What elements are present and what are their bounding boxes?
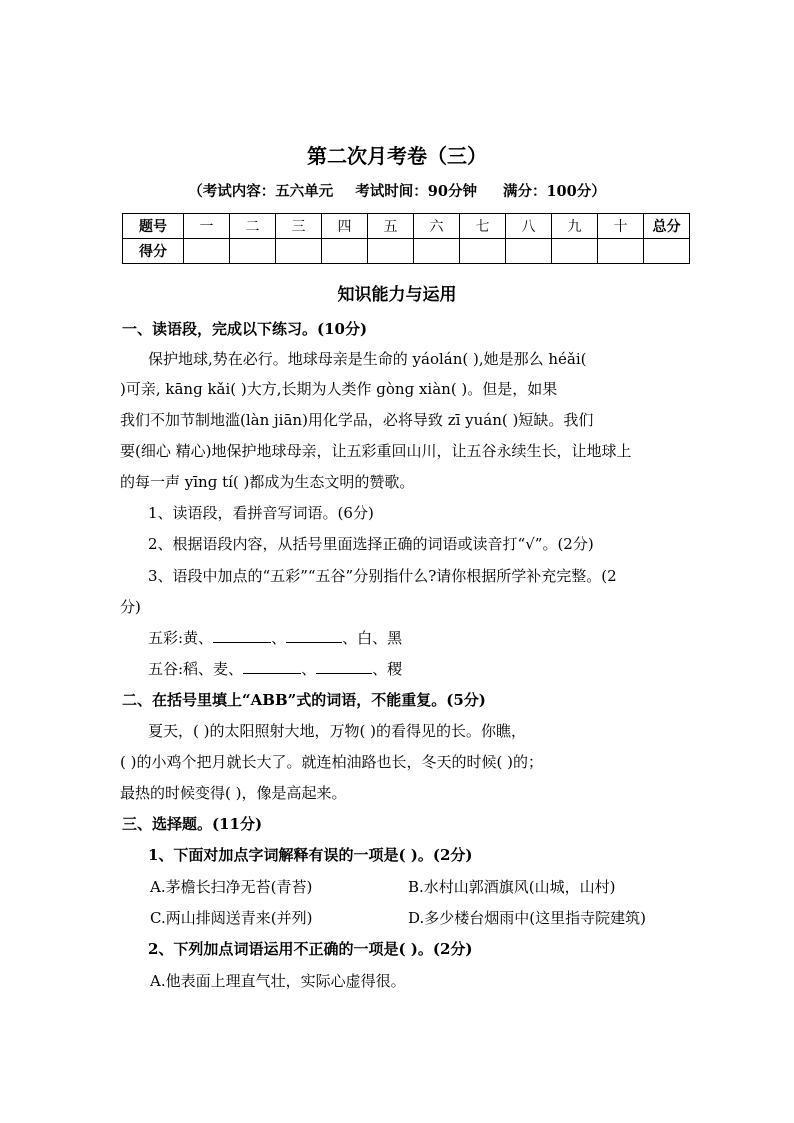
q2-passage-line: 夏天，( )的太阳照射大地，万物( )的看得见的长。你瞧， xyxy=(148,722,526,740)
table-header-cell: 九 xyxy=(552,214,598,239)
score-cell[interactable] xyxy=(322,239,368,264)
q3-subquestion-2: 2、下列加点词语运用不正确的一项是( )。(2分) xyxy=(148,940,473,958)
table-header-cell: 七 xyxy=(460,214,506,239)
table-header-cell: 题号 xyxy=(123,214,184,239)
q1-passage-line: )可亲, kānɡ kǎi( )大方,长期为人类作 ɡònɡ xiàn( )。但是，如果 xyxy=(120,380,558,398)
q3-option-2a: A.他表面上理直气壮，实际心虚得很。 xyxy=(150,972,406,990)
score-cell[interactable] xyxy=(414,239,460,264)
page-title: 第二次月考卷（三） xyxy=(307,144,487,168)
table-header-cell: 八 xyxy=(506,214,552,239)
score-cell[interactable] xyxy=(506,239,552,264)
wugu-line xyxy=(148,658,402,679)
score-cell[interactable] xyxy=(598,239,644,264)
answer-blank[interactable] xyxy=(243,659,301,674)
q1-subquestion-2: 2、根据语段内容，从括号里面选择正确的词语或读音打“√”。(2分) xyxy=(148,535,594,553)
wucai-line xyxy=(148,627,402,648)
q2-heading: 二、在括号里填上“ABB”式的词语，不能重复。(5分) xyxy=(122,691,486,709)
q3-subquestion-1: 1、下面对加点字词解释有误的一项是( )。(2分) xyxy=(148,846,473,864)
answer-blank[interactable] xyxy=(316,659,372,674)
score-cell[interactable] xyxy=(276,239,322,264)
table-header-cell: 五 xyxy=(368,214,414,239)
score-cell[interactable] xyxy=(644,239,690,264)
q1-passage-line: 保护地球,势在必行。地球母亲是生命的 yáolán( ),她是那么 héǎi( xyxy=(148,350,587,368)
score-cell[interactable] xyxy=(460,239,506,264)
score-cell[interactable] xyxy=(184,239,230,264)
table-header-cell: 总分 xyxy=(644,214,690,239)
answer-blank[interactable] xyxy=(286,628,342,643)
score-cell[interactable] xyxy=(552,239,598,264)
score-cell[interactable] xyxy=(230,239,276,264)
wucai-prefix: 五彩:黄、 xyxy=(148,629,214,647)
table-header-cell: 六 xyxy=(414,214,460,239)
q3-option-1b: B.水村山郭酒旗风(山城，山村) xyxy=(408,878,616,896)
wucai-suffix: 、白、黑 xyxy=(342,629,403,647)
score-table-header-row xyxy=(123,214,690,239)
score-cell[interactable] xyxy=(368,239,414,264)
section-title: 知识能力与运用 xyxy=(337,285,457,305)
q1-passage-line: 要(细心 精心)地保护地球母亲，让五彩重回山川，让五谷永续生长，让地球上 xyxy=(120,442,632,460)
table-header-cell: 一 xyxy=(184,214,230,239)
q1-passage-line: 我们不加节制地滥(làn jiān)用化学品，必将导致 zī yuán( )短缺。我们 xyxy=(120,411,594,429)
exam-full-score: 满分：100分） xyxy=(502,183,606,200)
q1-subquestion-1: 1、读语段，看拼音写词语。(6分) xyxy=(148,504,374,522)
table-header-cell: 二 xyxy=(230,214,276,239)
table-header-cell: 四 xyxy=(322,214,368,239)
wucai-separator: 、 xyxy=(271,629,287,647)
q2-passage-line: ( )的小鸡个把月就长大了。就连柏油路也长，冬天的时候( )的； xyxy=(120,753,543,771)
q1-passage-line: 的每一声 yīnɡ tí( )都成为生态文明的赞歌。 xyxy=(120,473,415,491)
wugu-prefix: 五谷:稻、麦、 xyxy=(148,660,244,678)
q2-passage-line: 最热的时候变得( )，像是高起来。 xyxy=(120,784,347,802)
score-table xyxy=(122,213,690,264)
q3-option-1d: D.多少楼台烟雨中(这里指寺院建筑) xyxy=(408,909,646,927)
exam-info xyxy=(0,180,794,201)
answer-blank[interactable] xyxy=(213,628,271,643)
score-row-label: 得分 xyxy=(123,239,184,264)
q1-subquestion-3: 3、语段中加点的“五彩”“五谷”分别指什么?请你根据所学补充完整。(2 xyxy=(148,567,617,585)
q1-subquestion-3-cont: 分) xyxy=(120,598,141,616)
wugu-suffix: 、稷 xyxy=(372,660,403,678)
q3-heading: 三、选择题。(11分) xyxy=(122,815,263,833)
q3-option-1c: C.两山排闼送青来(并列) xyxy=(150,909,313,927)
q3-option-1a: A.茅檐长扫净无苔(青苔) xyxy=(150,878,313,896)
exam-time: 考试时间：90分钟 xyxy=(355,183,477,200)
q1-heading: 一、读语段，完成以下练习。(10分) xyxy=(122,320,368,338)
exam-content: （考试内容：五六单元 xyxy=(188,183,334,200)
score-table-score-row xyxy=(123,239,690,264)
table-header-cell: 三 xyxy=(276,214,322,239)
wugu-separator: 、 xyxy=(301,660,317,678)
table-header-cell: 十 xyxy=(598,214,644,239)
